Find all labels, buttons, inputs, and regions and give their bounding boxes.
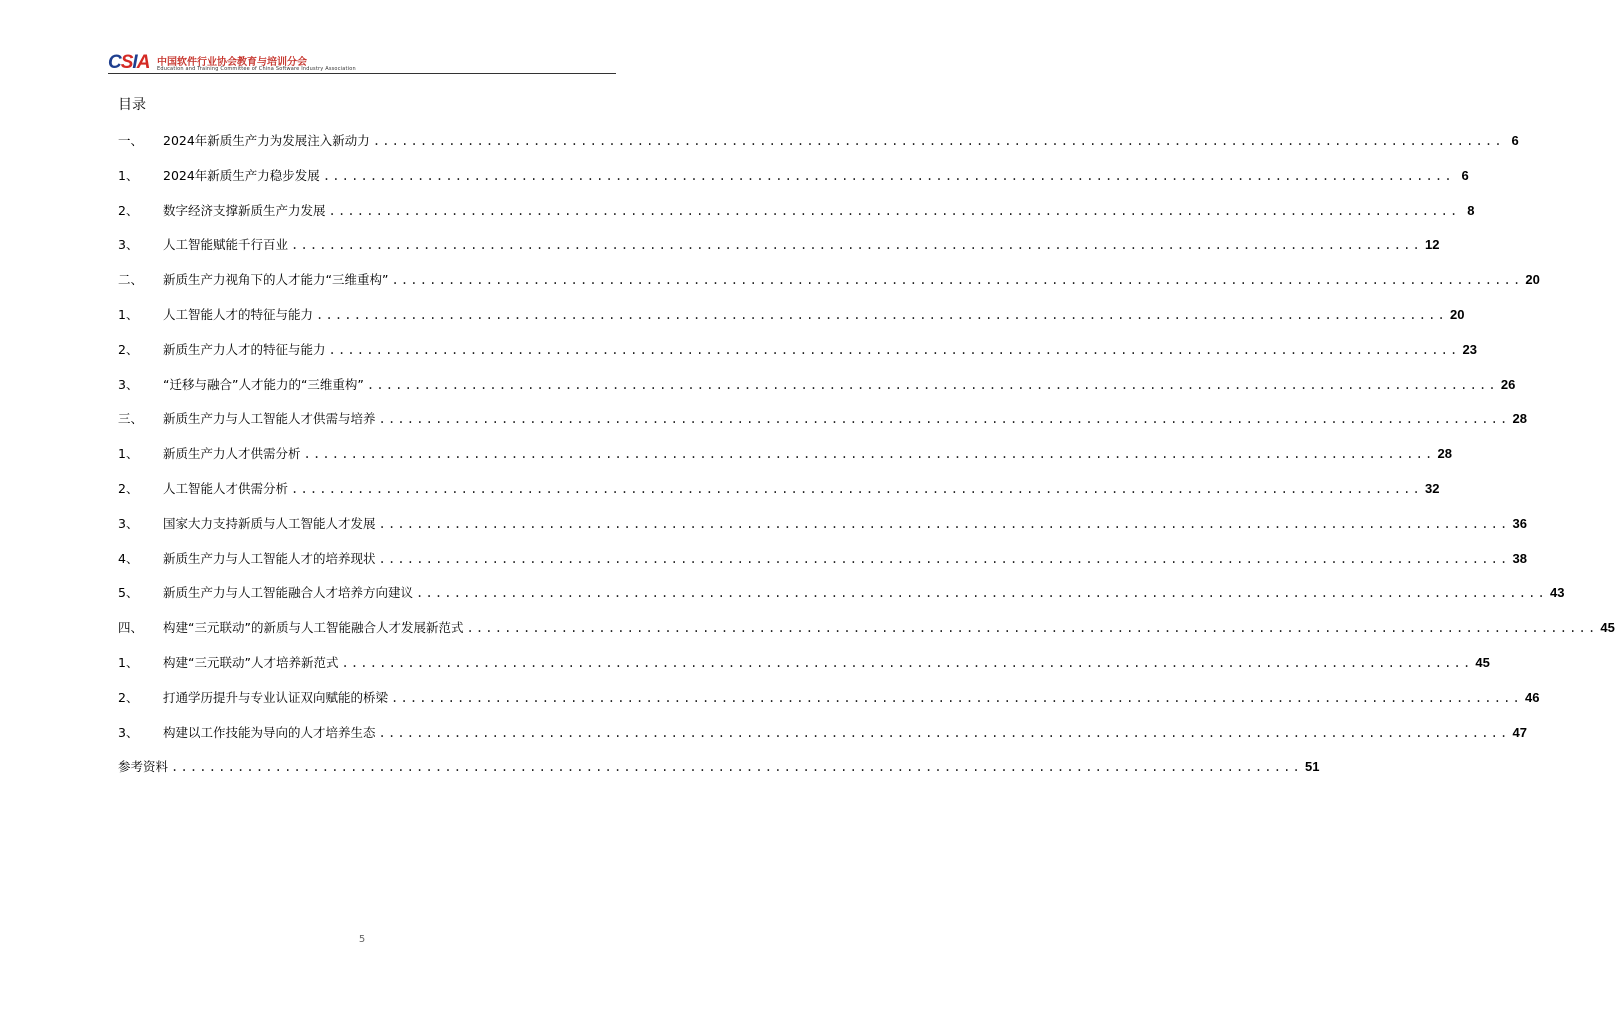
toc-leader-dots: ........................................................................................................................ <box>322 168 1454 183</box>
toc-entry-page: 23 <box>1462 341 1477 357</box>
toc-entry[interactable] <box>118 515 1527 550</box>
header-divider <box>108 73 616 74</box>
toc-entry[interactable] <box>118 584 1565 619</box>
toc-entry-number: 3、 <box>118 237 139 253</box>
toc-entry[interactable] <box>118 202 1475 237</box>
toc-entry-label: 新质生产力与人工智能人才供需与培养 <box>163 411 376 427</box>
toc-entry-label: 构建“三元联动”人才培养新范式 <box>163 654 339 670</box>
toc-entry-page: 12 <box>1424 237 1440 253</box>
toc-entry-number: 2、 <box>118 689 139 705</box>
toc-entry-page: 51 <box>1304 759 1320 775</box>
toc-entry-label: 参考资料 <box>118 759 169 775</box>
toc-leader-dots: ........................................................................................................................ <box>316 307 1447 322</box>
toc-entry-label: 新质生产力人才的特征与能力 <box>163 341 326 357</box>
toc-entry[interactable] <box>118 550 1527 585</box>
toc-entry-page: 6 <box>1511 133 1519 148</box>
toc-entry-page: 20 <box>1449 306 1465 322</box>
toc-entry-label: 国家大力支持新质与人工智能人才发展 <box>163 515 376 531</box>
toc-entry-page: 46 <box>1524 689 1540 705</box>
toc-title: 目录 <box>118 97 146 113</box>
toc-leader-dots: ........................................................................................................................ <box>328 342 1460 357</box>
toc-entry[interactable] <box>118 619 1615 654</box>
toc-entry-label: 2024年新质生产力稳步发展 <box>163 167 320 183</box>
toc-leader-dots: ........................................................................................................................ <box>372 134 1504 148</box>
toc-entry-page: 8 <box>1467 202 1475 218</box>
toc-entry-page: 45 <box>1475 654 1490 670</box>
toc-entry-label: 构建以工作技能为导向的人才培养生态 <box>163 724 376 740</box>
toc-entry-label: 新质生产力与人工智能融合人才培养方向建议 <box>163 585 414 601</box>
toc-leader-dots: ........................................................................................................................ <box>378 516 1510 531</box>
toc-entry-label: 新质生产力视角下的人才能力“三维重构” <box>163 272 389 288</box>
page-number: 5 <box>358 934 366 945</box>
csia-logo: CSIA <box>108 52 150 73</box>
toc-entry-number: 2、 <box>118 202 139 218</box>
document-header <box>108 50 618 74</box>
toc-entry-label: 数字经济支撑新质生产力发展 <box>163 202 326 218</box>
toc-entry-label: 人工智能赋能千行百业 <box>163 237 289 253</box>
toc-entry-number: 3、 <box>118 515 139 531</box>
toc-leader-dots: ........................................................................................................................ <box>328 203 1460 218</box>
toc-entry[interactable] <box>118 445 1452 480</box>
toc-entry-page: 36 <box>1512 515 1527 531</box>
toc-entry-number: 1、 <box>118 167 139 183</box>
toc-entry[interactable] <box>118 410 1527 445</box>
toc-entry-number: 3、 <box>118 376 139 392</box>
org-subtitle: Education and Training Committee of China Software Industry Association <box>157 66 356 72</box>
toc-entry-number: 2、 <box>118 341 139 357</box>
toc-entry-page: 20 <box>1525 272 1540 288</box>
toc-entry-number: 2、 <box>118 480 139 496</box>
toc-leader-dots: ........................................................................................................................ <box>341 655 1473 670</box>
toc-leader-dots: ........................................................................................................................ <box>291 481 1422 496</box>
toc-entry-page: 47 <box>1512 724 1527 740</box>
toc-entry-label: “迁移与融合”人才能力的“三维重构” <box>163 376 364 392</box>
toc-entry-label: 2024年新质生产力为发展注入新动力 <box>163 133 370 148</box>
toc-entry[interactable] <box>118 480 1440 515</box>
org-name: 中国软件行业协会教育与培训分会 <box>157 57 307 68</box>
toc-entry[interactable] <box>118 271 1540 306</box>
toc-entry[interactable] <box>118 724 1527 759</box>
toc-entry-page: 32 <box>1424 480 1440 496</box>
toc-entry-number: 三、 <box>118 411 144 427</box>
toc-entry-page: 43 <box>1549 585 1565 601</box>
toc-leader-dots: ........................................................................................................................ <box>466 621 1598 636</box>
toc-entry[interactable] <box>118 376 1516 411</box>
toc-entry[interactable] <box>118 341 1477 376</box>
toc-leader-dots: ........................................................................................................................ <box>391 690 1522 705</box>
toc-leader-dots: ........................................................................................................................ <box>291 238 1422 253</box>
toc-entry-label: 构建“三元联动”的新质与人工智能融合人才发展新范式 <box>163 620 464 636</box>
table-of-contents <box>118 132 1615 793</box>
toc-entry-number: 二、 <box>118 272 144 288</box>
toc-entry-page: 6 <box>1461 167 1469 183</box>
toc-entry-page: 45 <box>1600 620 1615 636</box>
toc-entry-label: 人工智能人才的特征与能力 <box>163 306 314 322</box>
toc-leader-dots: ........................................................................................................................ <box>378 551 1510 566</box>
toc-entry[interactable] <box>118 689 1540 724</box>
toc-leader-dots: ........................................................................................................................ <box>171 760 1302 775</box>
toc-entry-page: 28 <box>1437 446 1452 462</box>
toc-entry-page: 28 <box>1512 411 1527 427</box>
toc-leader-dots: ........................................................................................................................ <box>303 447 1435 462</box>
toc-entry[interactable] <box>118 236 1440 271</box>
toc-entry-label: 新质生产力人才供需分析 <box>163 446 301 462</box>
toc-leader-dots: ........................................................................................................................ <box>366 377 1498 392</box>
toc-leader-dots: ........................................................................................................................ <box>391 273 1523 288</box>
toc-entry-number: 四、 <box>118 620 144 636</box>
toc-entry-page: 38 <box>1512 550 1527 566</box>
toc-entry-label: 新质生产力与人工智能人才的培养现状 <box>163 550 376 566</box>
toc-entry[interactable] <box>118 167 1469 202</box>
toc-entry-number: 4、 <box>118 550 139 566</box>
toc-leader-dots: ........................................................................................................................ <box>378 725 1510 740</box>
toc-entry[interactable] <box>118 306 1465 341</box>
toc-leader-dots: ........................................................................................................................ <box>416 586 1547 601</box>
toc-entry[interactable] <box>118 132 1519 167</box>
toc-entry-number: 3、 <box>118 724 139 740</box>
toc-entry-number: 5、 <box>118 585 139 601</box>
toc-entry[interactable] <box>118 654 1490 689</box>
toc-entry-page: 26 <box>1500 376 1516 392</box>
toc-entry-label: 打通学历提升与专业认证双向赋能的桥梁 <box>163 689 389 705</box>
toc-entry-number: 1、 <box>118 306 139 322</box>
toc-leader-dots: ........................................................................................................................ <box>378 412 1510 427</box>
toc-entry-number: 1、 <box>118 446 139 462</box>
toc-entry-number: 一、 <box>118 133 144 148</box>
toc-entry[interactable] <box>118 758 1320 793</box>
toc-entry-number: 1、 <box>118 654 139 670</box>
toc-entry-label: 人工智能人才供需分析 <box>163 480 289 496</box>
